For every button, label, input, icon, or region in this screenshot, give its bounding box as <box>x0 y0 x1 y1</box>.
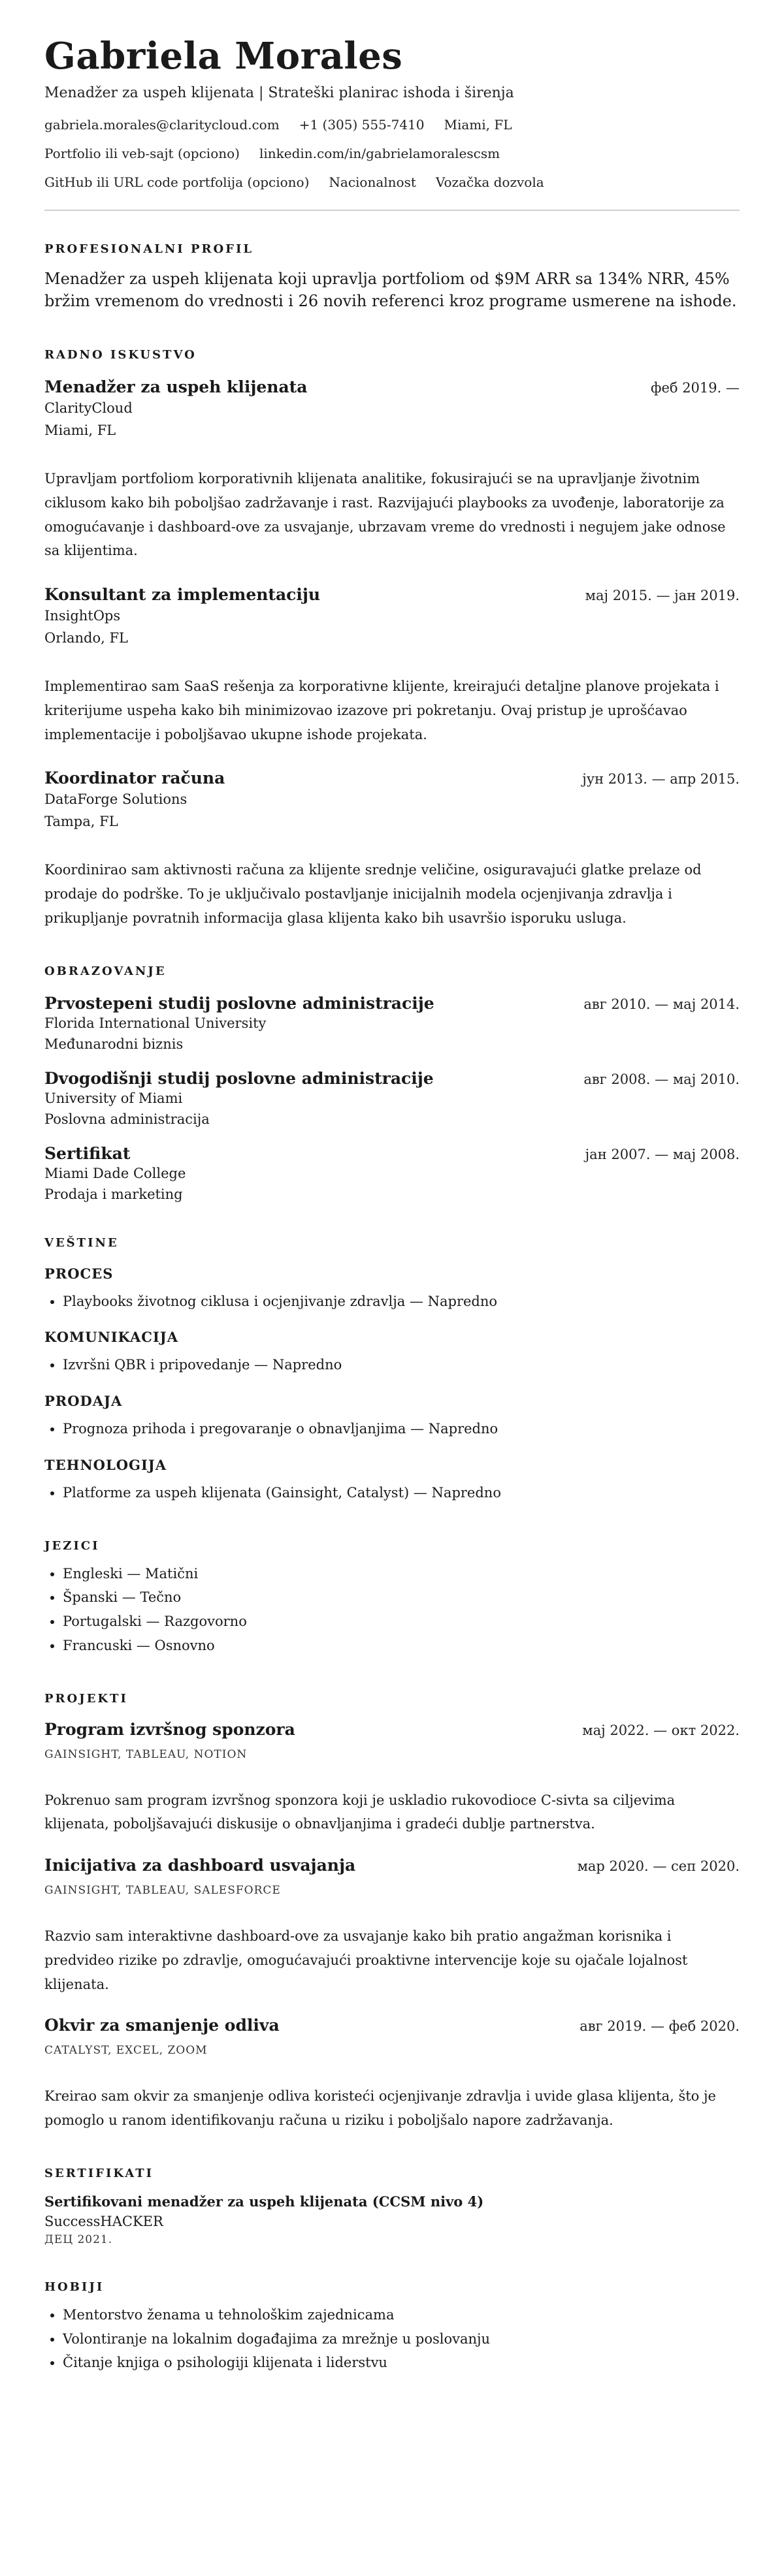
certificate-name: Sertifikovani menadžer za uspeh klijenata (CCSM nivo 4) <box>44 2193 484 2210</box>
language-list <box>44 1562 740 1658</box>
linkedin-link[interactable]: linkedin.com/in/gabrielamoralescsm <box>259 145 500 161</box>
skill-list <box>44 1353 740 1377</box>
project-tech: GAINSIGHT, TABLEAU, NOTION <box>44 1747 248 1761</box>
certificate-entry <box>44 2193 740 2246</box>
company-name: InsightOps <box>44 608 121 624</box>
skill-item: • Platforme za uspeh klijenata (Gainsight, Catalyst) — Napredno <box>63 1481 740 1505</box>
hobby-item: • Čitanje knjiga o psihologiji klijenata i liderstvu <box>63 2351 740 2375</box>
school-name: University of Miami <box>44 1090 183 1106</box>
project-tech: CATALYST, EXCEL, ZOOM <box>44 2044 208 2058</box>
nationality: Nacionalnost <box>329 174 416 190</box>
github-link[interactable]: GitHub ili URL code portfolija (opciono) <box>44 174 310 190</box>
project-date: авг 2019. — феб 2020. <box>580 2018 740 2035</box>
skill-list <box>44 1481 740 1505</box>
language-item: • Španski — Tečno <box>63 1585 740 1610</box>
languages-heading: JEZICI <box>44 1538 100 1553</box>
skill-category: PROCES <box>44 1265 114 1282</box>
company-name: DataForge Solutions <box>44 791 188 808</box>
hobby-list <box>44 2303 740 2375</box>
certificates-heading: SERTIFIKATI <box>44 2166 154 2180</box>
language-item: • Engleski — Matični <box>63 1562 740 1586</box>
skills-heading: VEŠTINE <box>44 1235 119 1250</box>
certificate-issuer: SuccessHACKER <box>44 2213 163 2229</box>
school-name: Miami Dade College <box>44 1165 186 1181</box>
candidate-name: Gabriela Morales <box>44 35 403 78</box>
skill-list <box>44 1290 740 1314</box>
education-heading: OBRAZOVANJE <box>44 964 167 978</box>
field-of-study: Međunarodni biznis <box>44 1036 184 1052</box>
project-tech: GAINSIGHT, TABLEAU, SALESFORCE <box>44 1884 281 1898</box>
project-entry <box>44 1856 740 1996</box>
profile-heading: PROFESIONALNI PROFIL <box>44 242 254 256</box>
project-description: Pokrenuo sam program izvršnog sponzora koji je uskladio rukovodioce C-sivta sa ciljevima klijenata, poboljšavajući diskusije o obnavljanjima i gradeći dublje partnerstva. <box>44 1792 676 1832</box>
project-description: Kreirao sam okvir za smanjenje odliva koristeći ocjenjivanje zdravlja i uvide glasa klijenta, što je pomoglo u ranom identifikovanju računa u riziku i poboljšalo napore zadržavanja. <box>44 2088 716 2129</box>
header-divider <box>44 210 740 211</box>
field-of-study: Poslovna administracija <box>44 1111 210 1127</box>
education-date: авг 2008. — мај 2010. <box>583 1071 740 1087</box>
project-name: Program izvršnog sponzora <box>44 1719 295 1739</box>
project-date: мар 2020. — сеп 2020. <box>577 1858 740 1875</box>
portfolio-link[interactable]: Portfolio ili veb-sajt (opciono) <box>44 145 240 161</box>
job-location: Tampa, FL <box>44 814 118 830</box>
degree-title: Sertifikat <box>44 1143 131 1163</box>
project-name: Inicijativa za dashboard usvajanja <box>44 1856 356 1875</box>
job-title: Konsultant za implementaciju <box>44 585 321 605</box>
skill-category: TEHNOLOGIJA <box>44 1456 167 1473</box>
job-description: Implementirao sam SaaS rešenja za korporativne klijente, kreirajući detaljne planove projekata i kriterijume uspeha kako bih minimizovao izazove pri pokretanju. Ovaj pristup je uprošćavao implementacije i poboljšavao ukupne ishode projekata. <box>44 678 719 742</box>
education-date: авг 2010. — мај 2014. <box>583 996 740 1012</box>
contact-row-3 <box>44 174 740 190</box>
skill-item: • Prognoza prihoda i pregovaranje o obnavljanjima — Napredno <box>63 1417 740 1441</box>
location: Miami, FL <box>444 116 512 133</box>
contact-row-2 <box>44 146 740 161</box>
projects-heading: PROJEKTI <box>44 1691 128 1706</box>
project-date: мај 2022. — окт 2022. <box>582 1722 740 1738</box>
contact-row-1 <box>44 117 740 133</box>
job-description: Upravljam portfoliom korporativnih klijenata analitike, fokusirajući se na upravljanje životnim ciklusom kako bih poboljšao zadržavanje i rast. Razvijajući playbooks za uvođenje, laboratorije za omogućavanje i dashboard-ove za usvajanje, ubrzavam vreme do vrednosti i negujem jake odnose sa klijentima. <box>44 471 726 559</box>
project-name: Okvir za smanjenje odliva <box>44 2016 280 2035</box>
skill-item: • Izvršni QBR i pripovedanje — Napredno <box>63 1353 740 1377</box>
experience-heading: RADNO ISKUSTVO <box>44 348 197 362</box>
education-entry <box>44 994 740 1052</box>
phone-number[interactable]: +1 (305) 555-7410 <box>299 116 425 133</box>
job-title: Koordinator računa <box>44 769 225 788</box>
job-date: феб 2019. — <box>651 380 740 396</box>
project-description: Razvio sam interaktivne dashboard-ove za usvajanje kako bih pratio angažman korisnika i predvideo rizike po zdravlje, omogućavajući proaktivne intervencije koje su ojačale lojalnost klijenata. <box>44 1928 688 1992</box>
education-date: јан 2007. — мај 2008. <box>585 1146 740 1162</box>
job-location: Orlando, FL <box>44 630 128 646</box>
email-link[interactable]: gabriela.morales@claritycloud.com <box>44 116 280 133</box>
drivers-license: Vozačka dozvola <box>435 174 544 190</box>
language-item: • Francuski — Osnovno <box>63 1634 740 1658</box>
degree-title: Prvostepeni studij poslovne administracije <box>44 993 434 1013</box>
certificate-date: ДЕЦ 2021. <box>44 2233 113 2246</box>
job-date: јун 2013. — апр 2015. <box>582 771 740 787</box>
degree-title: Dvogodišnji studij poslovne administracije <box>44 1068 434 1088</box>
experience-entry <box>44 377 740 563</box>
hobby-item: • Volontiranje na lokalnim događajima za mrežnje u poslovanju <box>63 2327 740 2351</box>
field-of-study: Prodaja i marketing <box>44 1186 183 1202</box>
job-title: Menadžer za uspeh klijenata <box>44 377 308 397</box>
profile-summary: Menadžer za uspeh klijenata koji upravlja portfoliom od $9M ARR sa 134% NRR, 45% bržim vremenom do vrednosti i 26 novih referenci kroz programe usmerene na ishode. <box>44 269 737 311</box>
skill-category: PRODAJA <box>44 1393 123 1410</box>
skill-category: KOMUNIKACIJA <box>44 1329 179 1346</box>
company-name: ClarityCloud <box>44 400 133 417</box>
headline: Menadžer za uspeh klijenata | Strateški planirac ishoda i širenja <box>44 84 514 101</box>
job-description: Koordinirao sam aktivnosti računa za klijente srednje veličine, osiguravajući glatke prelaze od prodaje do podrške. To je uključivalo postavljanje inicijalnih modela ocjenjivanja zdravlja i prikupljanje povratnih informacija glasa klijenta kako bih usavršio isporuku usluga. <box>44 862 702 926</box>
project-entry <box>44 1720 740 1837</box>
education-entry <box>44 1069 740 1127</box>
school-name: Florida International University <box>44 1015 267 1031</box>
language-item: • Portugalski — Razgovorno <box>63 1610 740 1634</box>
skill-list <box>44 1417 740 1441</box>
project-entry <box>44 2016 740 2133</box>
experience-entry <box>44 585 740 746</box>
hobby-item: • Mentorstvo ženama u tehnološkim zajednicama <box>63 2303 740 2327</box>
hobbies-heading: HOBIJI <box>44 2280 105 2294</box>
skill-item: • Playbooks životnog ciklusa i ocjenjivanje zdravlja — Napredno <box>63 1290 740 1314</box>
job-date: мај 2015. — јан 2019. <box>585 588 740 604</box>
experience-entry <box>44 769 740 930</box>
education-entry <box>44 1144 740 1202</box>
job-location: Miami, FL <box>44 422 116 439</box>
